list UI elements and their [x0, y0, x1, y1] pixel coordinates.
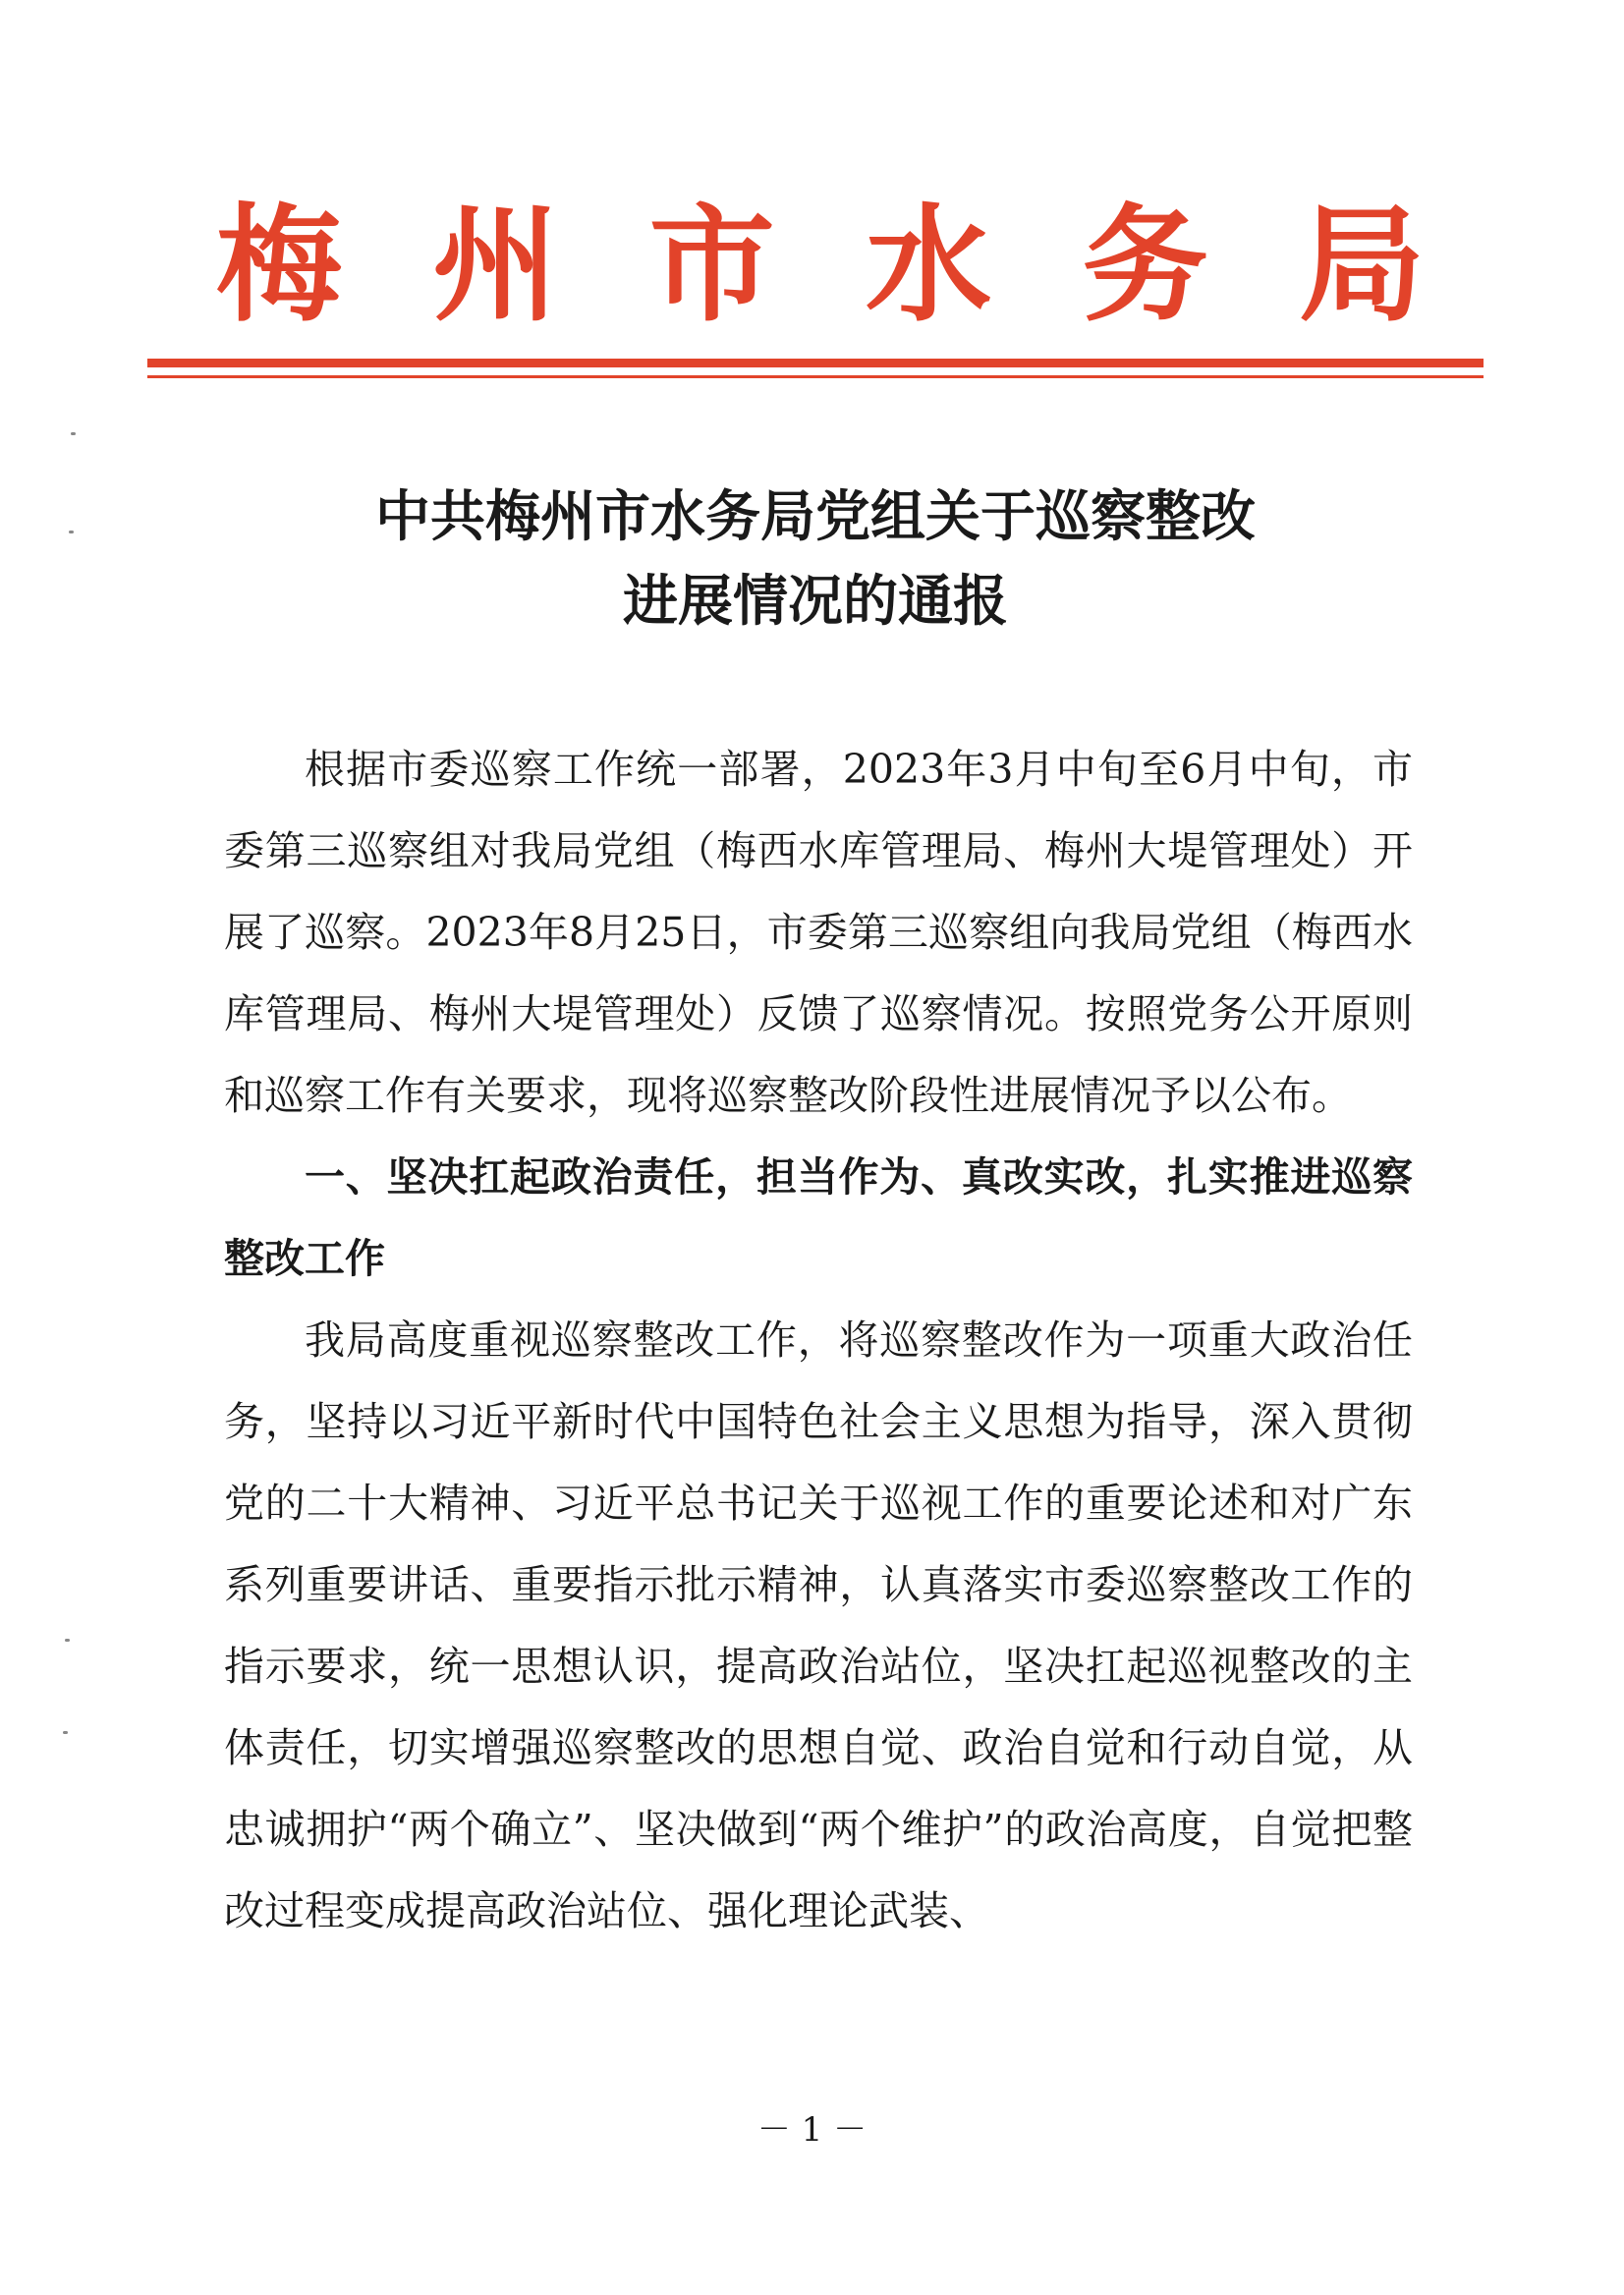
scan-speck — [71, 432, 76, 435]
letterhead-divider-thin — [147, 375, 1484, 378]
scan-speck — [63, 1731, 68, 1734]
body-paragraph-1: 根据市委巡察工作统一部署，2023年3月中旬至6月中旬，市委第三巡察组对我局党组（梅西水库管理局、梅州大堤管理处）开展了巡察。2023年8月25日，市委第三巡察组向我局党组（梅西水库管理局、梅州大堤管理处）反馈了巡察情况。按照党务公开原则和巡察工作有关要求，现将巡察整改阶段性进展情况予以公布。 — [224, 746, 1413, 1119]
letterhead-divider-thick — [147, 359, 1484, 367]
letterhead-char: 局 — [1298, 192, 1425, 339]
scan-speck — [69, 531, 74, 533]
page-number: － 1 － — [756, 2110, 868, 2150]
letterhead-char: 梅 — [216, 192, 343, 339]
section-heading-1: 一、坚决扛起政治责任，担当作为、真改实改，扎实推进巡察整改工作 — [224, 1153, 1413, 1282]
document-body — [224, 729, 1413, 1952]
scan-speck — [65, 1639, 70, 1642]
letterhead-char: 务 — [1082, 192, 1208, 339]
document-title-line1: 中共梅州市水务局党组关于巡察整改 — [375, 484, 1256, 549]
document-title-line2: 进展情况的通报 — [623, 569, 1008, 634]
body-paragraph-2: 我局高度重视巡察整改工作，将巡察整改作为一项重大政治任务，坚持以习近平新时代中国特色社会主义思想为指导，深入贯彻党的二十大精神、习近平总书记关于巡视工作的重要论述和对广东系列重要讲话、重要指示批示精神，认真落实市委巡察整改工作的指示要求，统一思想认识，提高政治站位，坚决扛起巡视整改的主体责任，切实增强巡察整改的思想自觉、政治自觉和行动自觉，从忠诚拥护“两个确立”、坚决做到“两个维护”的政治高度，自觉把整改过程变成提高政治站位、强化理论武装、 — [224, 1316, 1413, 1934]
letterhead-char: 市 — [648, 192, 775, 339]
letterhead-char: 水 — [866, 192, 992, 339]
letterhead-char: 州 — [432, 192, 559, 339]
letterhead-seal-title — [216, 192, 1425, 339]
